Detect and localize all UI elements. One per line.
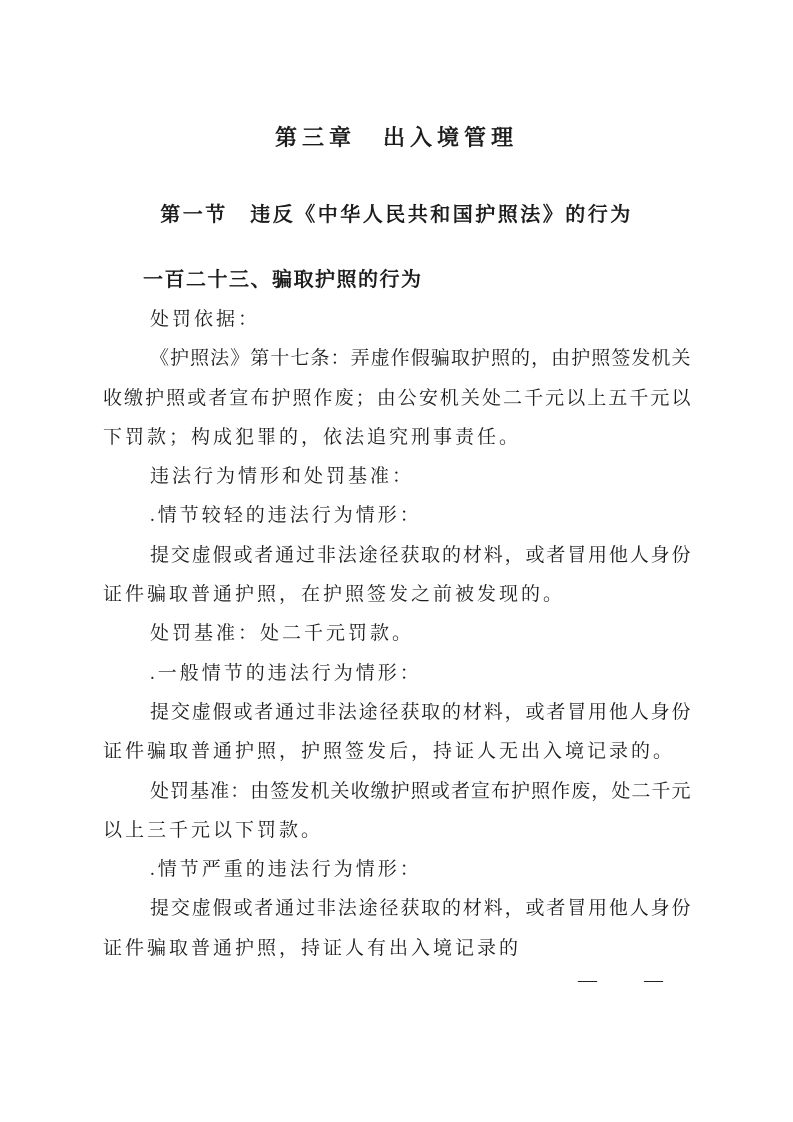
body-line: 提交虚假或者通过非法途径获取的材料，或者冒用他人身份 [150, 544, 691, 566]
body-line: 证件骗取普通护照，护照签发后，持证人无出入境记录的。 [103, 741, 676, 763]
body-line: 证件骗取普通护照，在护照签发之前被发现的。 [103, 584, 566, 606]
body-line: 处罚依据： [150, 309, 261, 330]
page-number-dash-left: — [578, 970, 597, 991]
body-line: 处罚基准：由签发机关收缴护照或者宣布护照作废，处二千元 [150, 780, 691, 802]
body-line: .情节较轻的违法行为情形： [150, 505, 422, 527]
body-text [103, 300, 691, 968]
body-line: 违法行为情形和处罚基准： [150, 466, 415, 488]
body-line: 提交虚假或者通过非法途径获取的材料，或者冒用他人身份 [150, 898, 691, 920]
body-line: 提交虚假或者通过非法途径获取的材料，或者冒用他人身份 [150, 701, 691, 723]
body-line: .一般情节的违法行为情形： [150, 662, 422, 684]
page-footer [0, 971, 793, 991]
page-number-dash-right: — [644, 970, 663, 991]
article-heading: 一百二十三、骗取护照的行为 [143, 269, 423, 291]
body-line: 证件骗取普通护照，持证人有出入境记录的 [103, 937, 522, 959]
body-line: 以上三千元以下罚款。 [103, 819, 324, 841]
body-line: 收缴护照或者宣布护照作废；由公安机关处二千元以上五千元以 [103, 387, 691, 409]
body-line: 处罚基准：处二千元罚款。 [150, 623, 415, 645]
body-line: 下罚款；构成犯罪的，依法追究刑事责任。 [103, 426, 522, 448]
body-line: 《护照法》第十七条：弄虚作假骗取护照的，由护照签发机关 [150, 348, 691, 370]
body-line: .情节严重的违法行为情形： [150, 859, 422, 881]
chapter-title: 第三章 出入境管理 [274, 125, 518, 150]
section-title: 第一节 违反《中华人民共和国护照法》的行为 [160, 204, 633, 226]
